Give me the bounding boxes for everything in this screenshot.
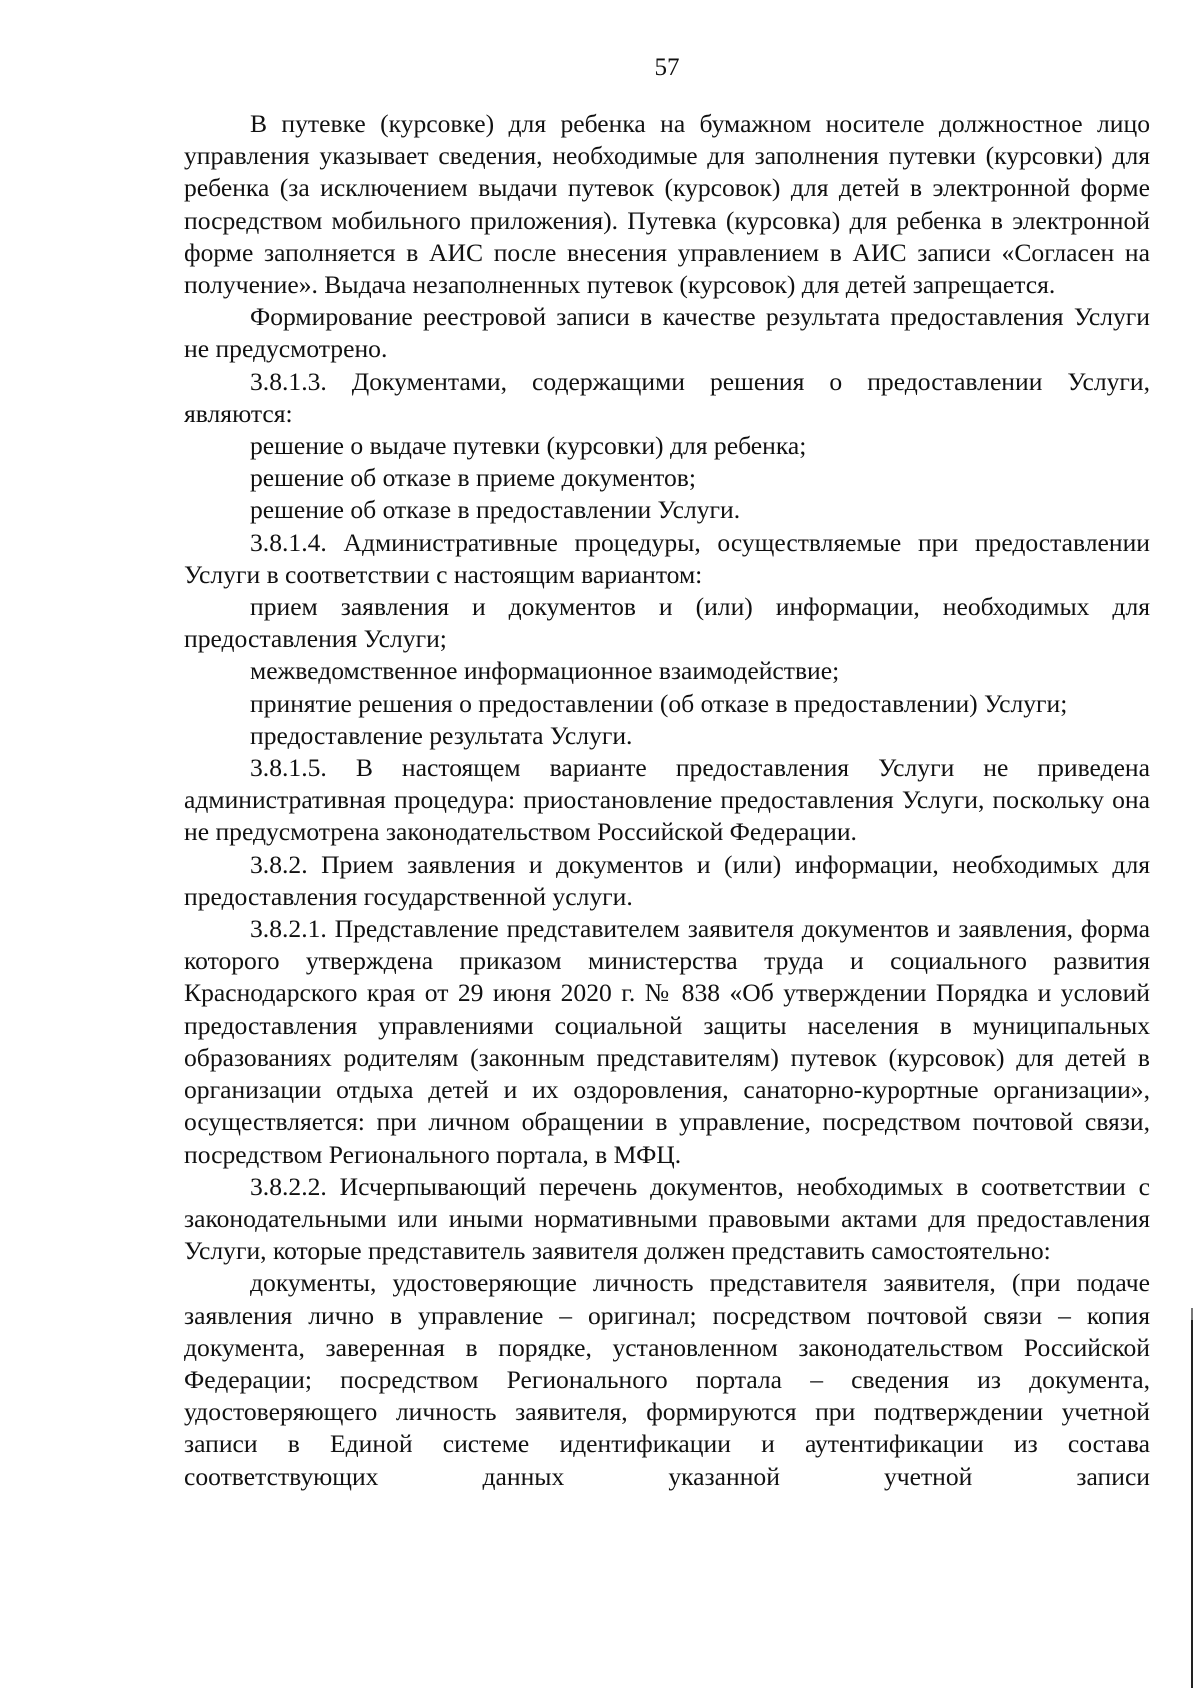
paragraph-3-8-1-3: 3.8.1.3. Документами, содержащими решения о предоставлении Услуги, являются: bbox=[184, 366, 1150, 428]
list-item-procedure-decision: принятие решения о предоставлении (об отказе в предоставлении) Услуги; bbox=[250, 688, 1068, 718]
paragraph-3-8-2-1: 3.8.2.1. Представление представителем заявителя документов и заявления, форма которого утверждена приказом министерства труда и социального развития Краснодарского края от 29 июня 2020 г. № 838 «Об утверждении Порядка и условий предоставления управлениями социальной защиты населения в муниципальных образованиях родителям (законным представителям) путевок (курсовок) для детей в организации отдыха детей и их оздоровления, санаторно-курортные организации», осуществляется: при личном обращении в управление, посредством почтовой связи, посредством Регионального портала, в МФЦ. bbox=[184, 914, 1150, 1169]
paragraph-3-8-1-5: 3.8.1.5. В настоящем варианте предоставления Услуги не приведена административная процедура: приостановление предоставления Услуги, поскольку она не предусмотрена законодательством Российской Федерации. bbox=[184, 753, 1150, 847]
list-item-procedure-result: предоставление результата Услуги. bbox=[250, 720, 633, 750]
paragraph-registry-record: Формирование реестровой записи в качестве результата предоставления Услуги не предусмотрено. bbox=[184, 302, 1150, 364]
paragraph-identity-documents: документы, удостоверяющие личность представителя заявителя, (при подаче заявления лично в управление – оригинал; посредством почтовой связи – копия документа, заверенная в порядке, установленном законодательством Российской Федерации; посредством Регионального портала – сведения из документа, удостоверяющего личность заявителя, формируются при подтверждении учетной записи в Единой системе идентификации и аутентификации из состава соответствующих данных указанной учетной записи bbox=[184, 1268, 1150, 1491]
scan-edge-mark bbox=[1191, 1308, 1193, 1320]
scan-edge-line bbox=[1191, 1320, 1193, 1688]
document-body bbox=[184, 108, 1150, 1493]
list-item-decision-issue: решение о выдаче путевки (курсовки) для ребенка; bbox=[250, 431, 807, 461]
list-item-decision-refuse-service: решение об отказе в предоставлении Услуги. bbox=[250, 495, 741, 525]
page-number: 57 bbox=[654, 54, 680, 81]
paragraph-3-8-1-4: 3.8.1.4. Административные процедуры, осуществляемые при предоставлении Услуги в соответствии с настоящим вариантом: bbox=[184, 527, 1150, 589]
list-item-decision-refuse-docs: решение об отказе в приеме документов; bbox=[250, 463, 696, 493]
paragraph-3-8-2-2: 3.8.2.2. Исчерпывающий перечень документов, необходимых в соответствии с законодательными или иными нормативными правовыми актами для предоставления Услуги, которые представитель заявителя должен представить самостоятельно: bbox=[184, 1171, 1150, 1266]
paragraph-3-8-2: 3.8.2. Прием заявления и документов и (или) информации, необходимых для предоставления государственной услуги. bbox=[184, 849, 1150, 911]
list-item-procedure-interagency: межведомственное информационное взаимодействие; bbox=[250, 656, 840, 686]
list-item-procedure-intake: прием заявления и документов и (или) информации, необходимых для предоставления Услуги; bbox=[184, 592, 1150, 654]
paragraph-voucher-paper: В путевке (курсовке) для ребенка на бумажном носителе должностное лицо управления указывает сведения, необходимые для заполнения путевки (курсовки) для ребенка (за исключением выдачи путевок (курсовок) для детей в электронной форме посредством мобильного приложения). Путевка (курсовка) для ребенка в электронной форме заполняется в АИС после внесения управлением в АИС записи «Согласен на получение». Выдача незаполненных путевок (курсовок) для детей запрещается. bbox=[184, 109, 1150, 300]
